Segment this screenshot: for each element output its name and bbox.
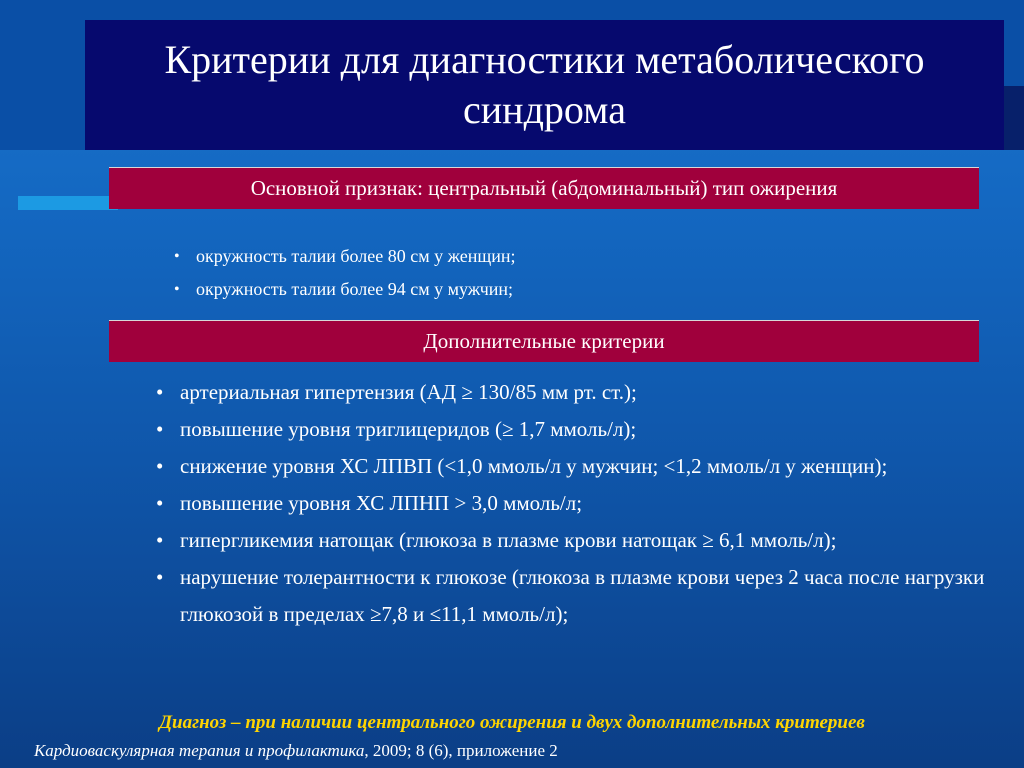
list-item-text: артериальная гипертензия (АД ≥ 130/85 мм рт. ст.); [180, 380, 637, 404]
list-item [156, 485, 986, 522]
main-sign-label: Основной признак: центральный (абдоминальный) тип ожирения [250, 176, 838, 200]
list-item [156, 559, 986, 633]
list-item [156, 522, 986, 559]
additional-criteria-label: Дополнительные критерии [423, 329, 665, 353]
bullet: • [156, 528, 164, 552]
additional-criteria-bar [109, 320, 979, 362]
reference-details: , 2009; 8 (6), приложение 2 [364, 741, 558, 760]
diagnosis-note: Диагноз – при наличии центрального ожирения и двух дополнительных критериев [159, 712, 865, 733]
reference-journal: Кардиоваскулярная терапия и профилактика [34, 741, 365, 760]
list-item [174, 240, 974, 273]
bullet: • [156, 491, 164, 515]
bullet: • [156, 380, 164, 404]
list-item [156, 448, 986, 485]
list-item [156, 374, 986, 411]
list-item-text: снижение уровня ХС ЛПВП (<1,0 ммоль/л у мужчин; <1,2 ммоль/л у женщин); [180, 454, 888, 478]
list-item [156, 411, 986, 448]
list-item [174, 273, 974, 306]
additional-criteria-list [156, 374, 986, 633]
slide-title: Критерии для диагностики метаболического синдрома [164, 37, 925, 132]
list-item-text: окружность талии более 94 см у мужчин; [196, 279, 514, 299]
reference [34, 741, 558, 761]
decorative-strip [18, 196, 118, 210]
bullet: • [156, 417, 164, 441]
list-item-text: гипергликемия натощак (глюкоза в плазме крови натощак ≥ 6,1 ммоль/л); [180, 528, 837, 552]
main-sign-list [174, 240, 974, 306]
bullet: • [156, 565, 164, 589]
bullet: • [174, 248, 180, 265]
title-box [85, 20, 1004, 150]
list-item-text: повышение уровня ХС ЛПНП > 3,0 ммоль/л; [180, 491, 583, 515]
main-sign-bar [109, 167, 979, 209]
bullet: • [174, 281, 180, 298]
list-item-text: повышение уровня триглицеридов (≥ 1,7 ммоль/л); [180, 417, 637, 441]
list-item-text: нарушение толерантности к глюкозе (глюкоза в плазме крови через 2 часа после нагрузки глюкозой в пределах ≥7,8 и ≤11,1 ммоль/л); [180, 565, 985, 626]
list-item-text: окружность талии более 80 см у женщин; [196, 246, 516, 266]
bullet: • [156, 454, 164, 478]
